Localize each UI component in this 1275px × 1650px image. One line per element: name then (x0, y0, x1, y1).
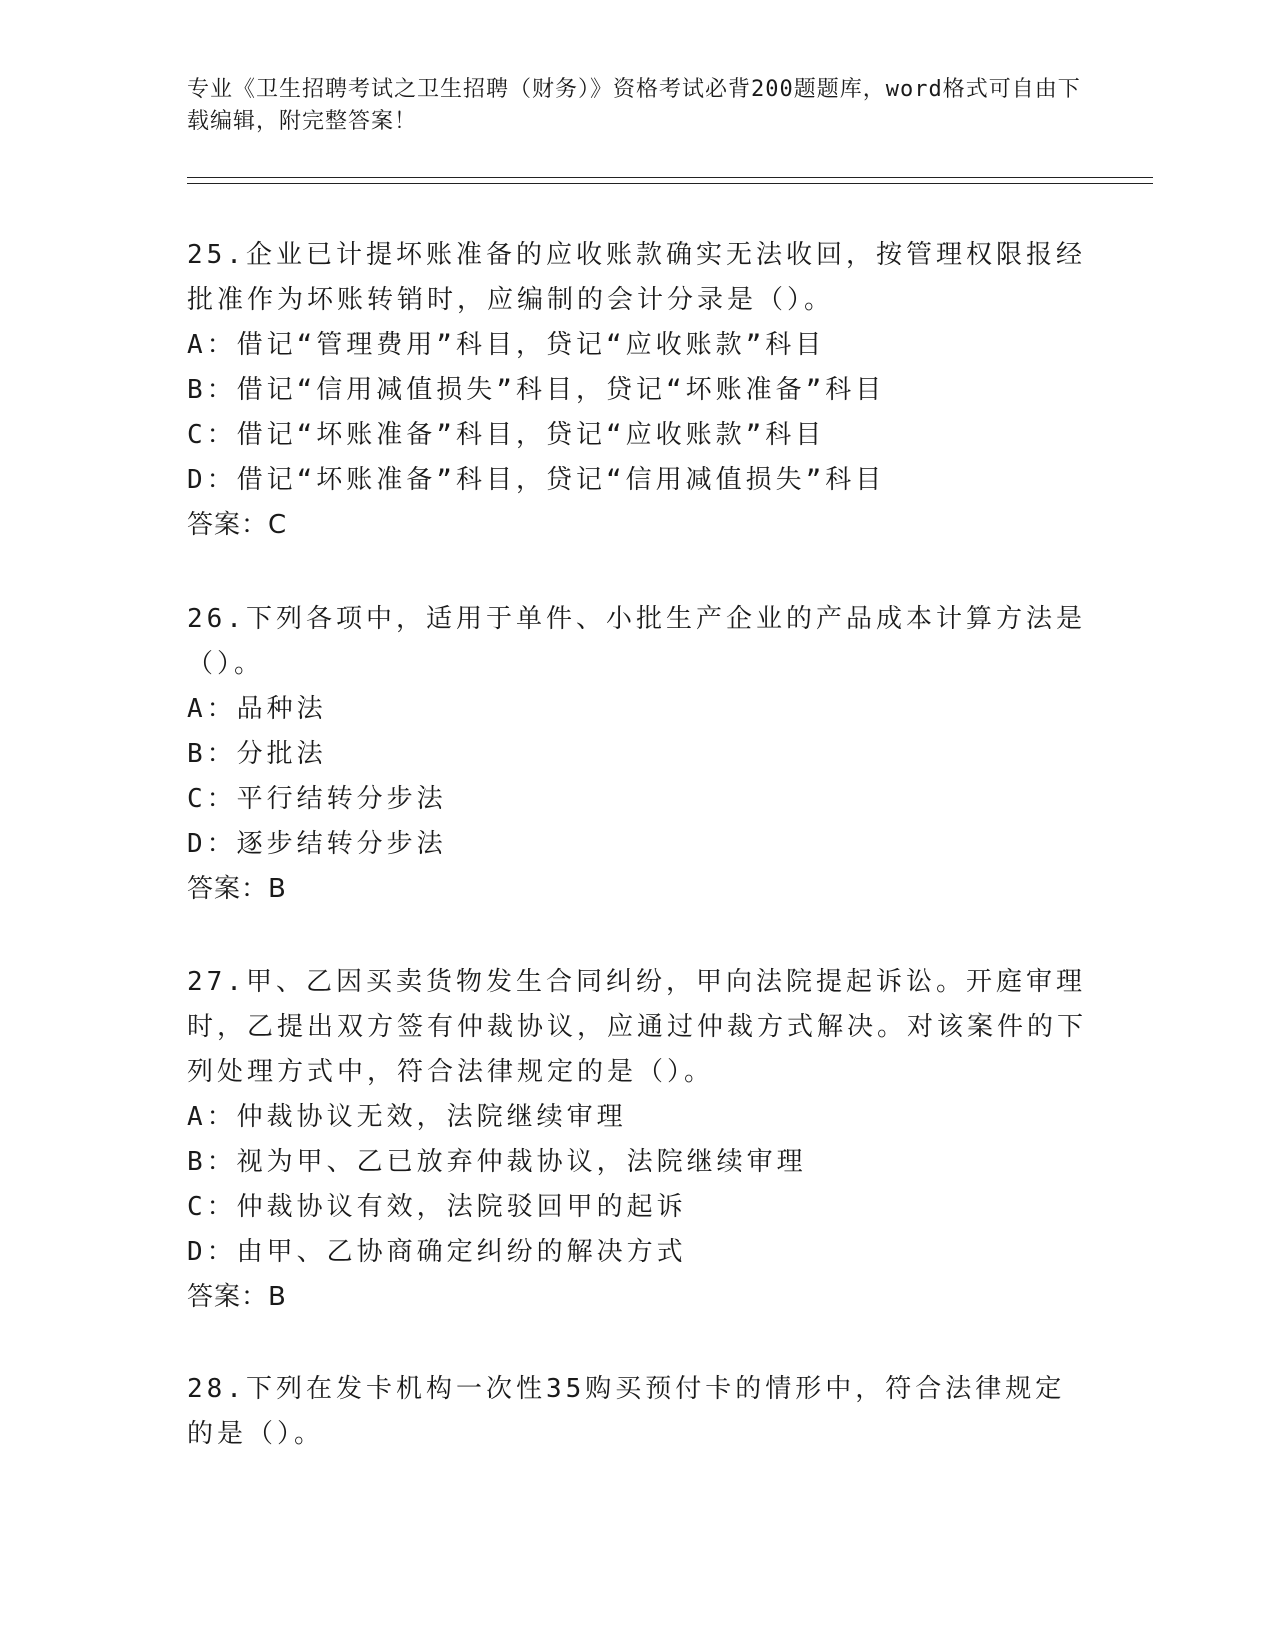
answer: 答案：C (187, 510, 288, 540)
header-divider-top (187, 177, 1153, 178)
question-26 (187, 597, 1087, 912)
option-d: D：由甲、乙协商确定纠纷的解决方式 (187, 1237, 687, 1267)
option-d: D：借记“坏账准备”科目，贷记“信用减值损失”科目 (187, 465, 886, 495)
question-stem: 27.甲、乙因买卖货物发生合同纠纷，甲向法院提起诉讼。开庭审理时，乙提出双方签有仲裁协议，应通过仲裁方式解决。对该案件的下列处理方式中，符合法律规定的是（）。 (187, 967, 1088, 1087)
question-stem: 25.企业已计提坏账准备的应收账款确实无法收回，按管理权限报经批准作为坏账转销时，应编制的会计分录是（）。 (187, 240, 1086, 315)
option-b: B：分批法 (187, 739, 327, 769)
answer: 答案：B (187, 874, 287, 904)
question-28 (187, 1367, 1087, 1457)
option-b: B：视为甲、乙已放弃仲裁协议，法院继续审理 (187, 1147, 807, 1177)
option-c: C：借记“坏账准备”科目，贷记“应收账款”科目 (187, 420, 826, 450)
question-25 (187, 233, 1087, 548)
option-b: B：借记“信用减值损失”科目，贷记“坏账准备”科目 (187, 375, 886, 405)
document-header: 专业《卫生招聘考试之卫生招聘（财务）》资格考试必背200题题库，word格式可自由下载编辑，附完整答案！ (187, 77, 1081, 134)
option-a: A：借记“管理费用”科目，贷记“应收账款”科目 (187, 330, 826, 360)
option-a: A：品种法 (187, 694, 327, 724)
question-stem: 26.下列各项中，适用于单件、小批生产企业的产品成本计算方法是（）。 (187, 604, 1086, 679)
question-27 (187, 960, 1087, 1320)
answer: 答案：B (187, 1282, 287, 1312)
question-stem: 28.下列在发卡机构一次性35购买预付卡的情形中，符合法律规定的是（）。 (187, 1374, 1066, 1449)
option-c: C：平行结转分步法 (187, 784, 447, 814)
option-a: A：仲裁协议无效，法院继续审理 (187, 1102, 627, 1132)
header-divider-bottom (187, 183, 1153, 184)
option-c: C：仲裁协议有效，法院驳回甲的起诉 (187, 1192, 687, 1222)
option-d: D：逐步结转分步法 (187, 829, 447, 859)
